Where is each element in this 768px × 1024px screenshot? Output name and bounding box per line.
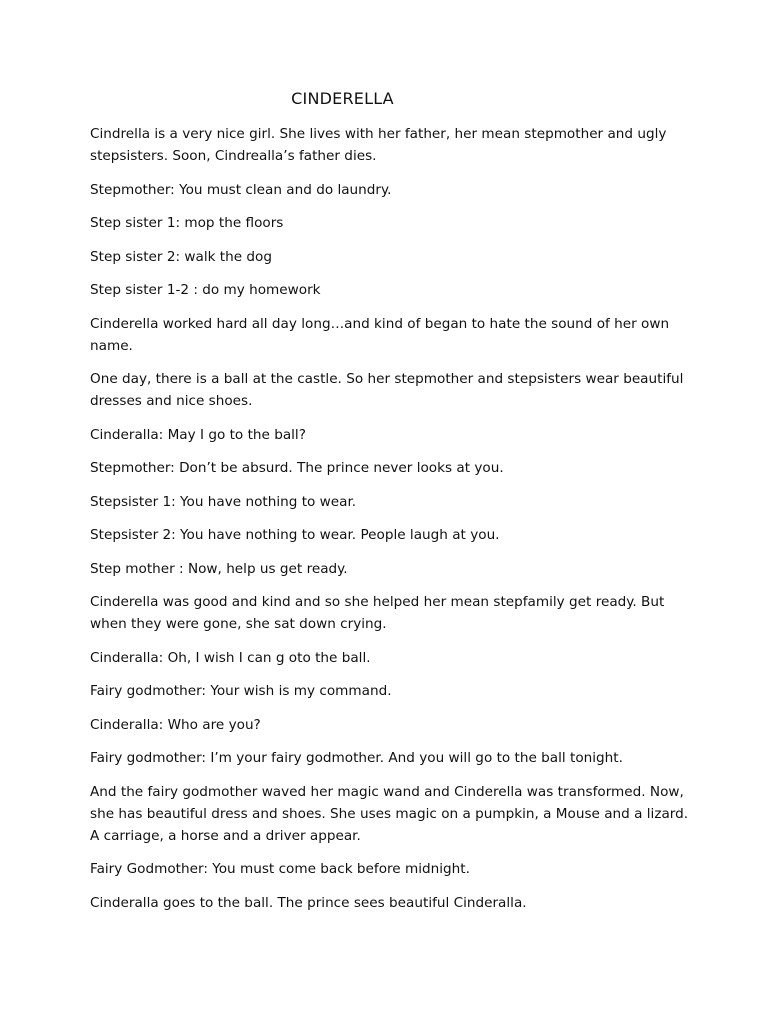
paragraph-13: Cinderella was good and kind and so she helped her mean stepfamily get ready. But when they were gone, she sat down crying. (90, 594, 665, 632)
paragraph-19: Fairy Godmother: You must come back before midnight. (90, 861, 470, 877)
paragraph-6: Cinderella worked hard all day long…and kind of began to hate the sound of her own name. (90, 315, 670, 354)
paragraph-7: One day, there is a ball at the castle. So her stepmother and stepsisters wear beautiful dresses and nice shoes. (90, 371, 684, 409)
paragraph-3: Step sister 1: mop the floors (90, 215, 284, 231)
paragraph-12: Step mother : Now, help us get ready. (90, 560, 348, 577)
paragraph-9: Stepmother: Don’t be absurd. The prince never looks at you. (90, 460, 504, 476)
paragraph-4: Step sister 2: walk the dog (90, 248, 272, 265)
paragraph-18: And the fairy godmother waved her magic wand and Cinderella was transformed. Now, she has beautiful dress and shoes. She uses magic on a pumpkin, a Mouse and a lizard. A carriage, a horse and a driver appear. (90, 783, 689, 844)
paragraph-15: Fairy godmother: Your wish is my command. (90, 683, 392, 699)
paragraph-17: Fairy godmother: I’m your fairy godmother. And you will go to the ball tonight. (90, 750, 623, 766)
paragraph-8: Cinderalla: May I go to the ball? (90, 426, 306, 443)
paragraph-16: Cinderalla: Who are you? (90, 716, 261, 733)
paragraph-10: Stepsister 1: You have nothing to wear. (90, 493, 357, 510)
document-body (90, 123, 690, 925)
paragraph-14: Cinderalla: Oh, I wish I can g oto the ball. (90, 649, 371, 666)
paragraph-5: Step sister 1-2 : do my homework (90, 282, 321, 298)
paragraph-1: Cindrella is a very nice girl. She lives with her father, her mean stepmother and ugly stepsisters. Soon, Cindrealla’s father dies. (90, 126, 667, 164)
paragraph-2: Stepmother: You must clean and do laundry. (90, 181, 392, 198)
paragraph-11: Stepsister 2: You have nothing to wear. People laugh at you. (90, 527, 500, 543)
document-title: CINDERELLA (291, 89, 394, 108)
paragraph-20: Cinderalla goes to the ball. The prince sees beautiful Cinderalla. (90, 894, 527, 911)
